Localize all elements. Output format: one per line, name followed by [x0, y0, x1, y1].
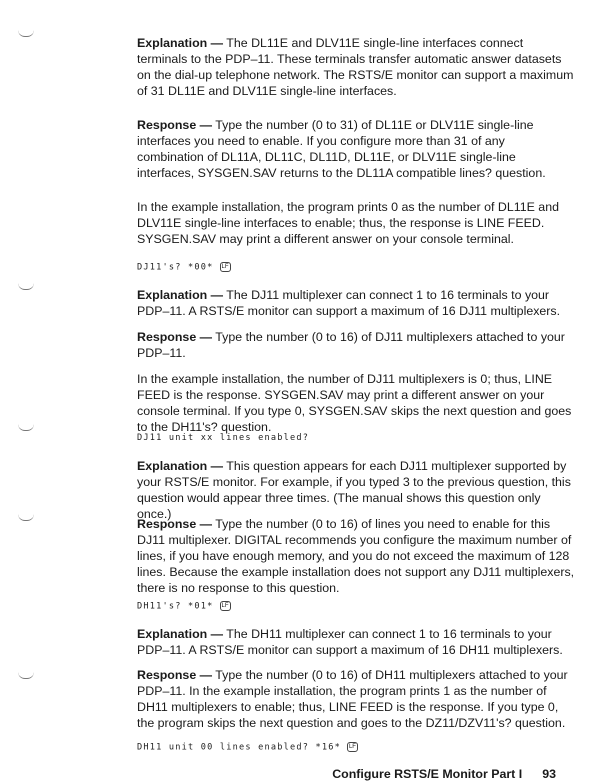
line-feed-key-icon: LF — [348, 744, 356, 750]
lead: Response — — [137, 668, 213, 682]
prompt-text: DH11's? *01* — [137, 601, 214, 612]
paragraph — [137, 458, 575, 522]
lead: Response — — [137, 330, 213, 344]
terminal-prompt — [137, 433, 309, 443]
body-text: The DL11E and DLV11E single-line interfaces connect terminals to the PDP–11. These terminals transfer automatic answer datasets on the dial-up telephone network. The RSTS/E monitor can support a maximum of 31 DL11E and DLV11E single-line interfaces. — [137, 36, 574, 98]
paragraph — [137, 667, 575, 731]
prompt-text: DJ11 unit xx lines enabled? — [137, 433, 310, 443]
line-feed-key-icon: LF — [221, 264, 229, 270]
page-number: 93 — [542, 767, 556, 781]
body-text: Type the number (0 to 16) of lines you need to enable for this DJ11 multiplexer. DIGITAL recommends you configure the maximum number of lines, if you have enough memory, and you do not exceed the maximum of 128 lines. Because the example installation does not support any DJ11 multiplexers, there is no response to this question. — [137, 517, 575, 595]
prompt-text: DJ11's? *00* — [137, 262, 214, 273]
lead: Explanation — — [137, 288, 224, 302]
paragraph — [137, 329, 575, 361]
body-text: Type the number (0 to 31) of DL11E or DLV11E single-line interfaces you need to enable. If you configure more than 31 of any combination of DL11A, DL11C, DL11D, DL11E, or DLV11E single-line interfaces, SYSGEN.SAV returns to the DL11A compatible lines? question. — [137, 118, 546, 180]
terminal-prompt — [137, 262, 231, 273]
margin-mark — [18, 514, 34, 521]
prompt-text: DH11 unit 00 lines enabled? *16* — [137, 742, 341, 753]
lead: Explanation — — [137, 627, 224, 641]
terminal-prompt — [137, 742, 358, 753]
body-text: Type the number (0 to 16) of DJ11 multiplexers attached to your PDP–11. — [137, 330, 565, 360]
lead: Explanation — — [137, 36, 224, 50]
body-text: This question appears for each DJ11 multiplexer supported by your RSTS/E monitor. For example, if you typed 3 to the previous question, this question would appear three times. (The manual shows this question only once.) — [137, 459, 571, 521]
lead: Response — — [137, 517, 213, 531]
body-text: The DJ11 multiplexer can connect 1 to 16 terminals to your PDP–11. A RSTS/E monitor can support a maximum of 16 DJ11 multiplexers. — [137, 288, 561, 318]
line-feed-key-icon: LF — [221, 603, 229, 609]
margin-mark — [18, 30, 34, 37]
margin-mark — [18, 672, 34, 679]
lead: Response — — [137, 118, 213, 132]
paragraph — [137, 199, 575, 247]
footer-title: Configure RSTS/E Monitor Part I — [332, 767, 523, 781]
body-text: Type the number (0 to 16) of DH11 multiplexers attached to your PDP–11. In the example installation, the program prints 1 as the number of DH11 multiplexers to enable; thus, LINE FEED is the response. If you type 0, the program skips the next question and goes to the DZ11/DZV11's? question. — [137, 668, 568, 730]
paragraph — [137, 35, 575, 99]
margin-mark — [18, 424, 34, 431]
paragraph — [137, 516, 575, 596]
paragraph — [137, 371, 575, 435]
paragraph — [137, 117, 575, 181]
body-text: In the example installation, the number of DJ11 multiplexers is 0; thus, LINE FEED is the response. SYSGEN.SAV may print a different answer on your console terminal. If you type 0, SYSGEN.SAV skips the next question and goes to the DH11's? question. — [137, 372, 572, 434]
paragraph — [137, 287, 575, 319]
page-footer — [332, 767, 556, 781]
body-text: The DH11 multiplexer can connect 1 to 16 terminals to your PDP–11. A RSTS/E monitor can support a maximum of 16 DH11 multiplexers. — [137, 627, 563, 657]
paragraph — [137, 626, 575, 658]
margin-mark — [18, 283, 34, 290]
body-text: In the example installation, the program prints 0 as the number of DL11E and DLV11E single-line interfaces to enable; thus, the response is LINE FEED. SYSGEN.SAV may print a different answer on your console terminal. — [137, 200, 559, 246]
terminal-prompt — [137, 601, 231, 612]
lead: Explanation — — [137, 459, 224, 473]
